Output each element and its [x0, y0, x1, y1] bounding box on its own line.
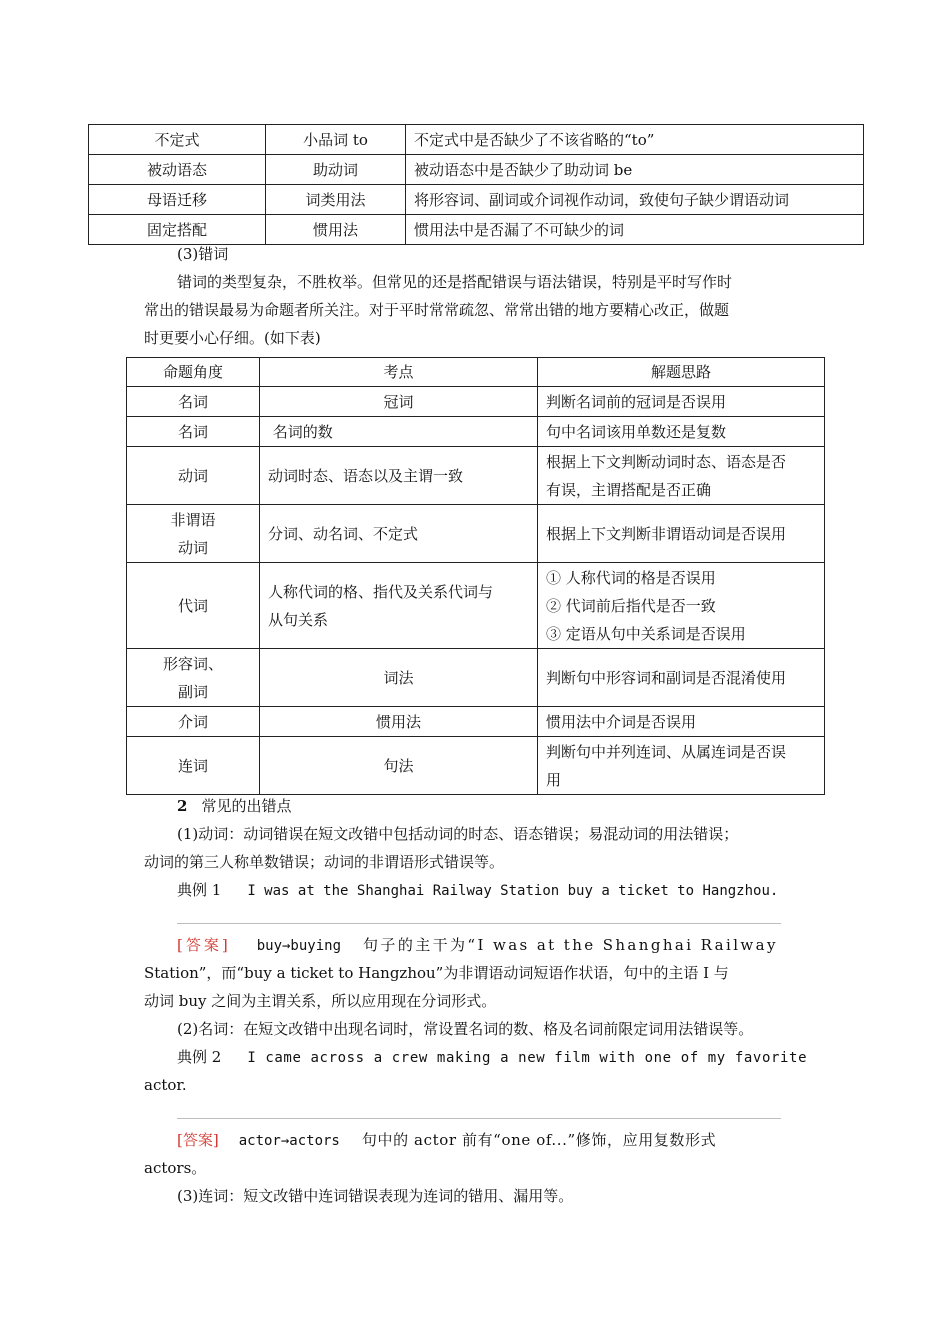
table-row	[127, 505, 825, 563]
table-cell: 惯用法	[260, 707, 538, 737]
example-text-line: actor.	[144, 1076, 187, 1094]
table-row	[89, 155, 864, 185]
table-cell: 动词时态、语态以及主谓一致	[260, 447, 538, 505]
cell-line: 判断句中并列连词、从属连词是否误	[546, 742, 787, 761]
answer-tag: [答案]	[177, 936, 231, 954]
table-cell: 代词	[127, 563, 260, 649]
cell-line: 从句关系	[268, 610, 329, 629]
table-row	[127, 447, 825, 505]
table-row	[127, 737, 825, 795]
section-number: 2	[177, 797, 188, 815]
cell-line: ① 人称代词的格是否误用	[546, 568, 716, 587]
table-row	[89, 185, 864, 215]
table-cell: 词法	[260, 649, 538, 707]
paragraph-line: 时更要小心仔细。(如下表)	[144, 329, 321, 347]
answer-line: Station”，而“buy a ticket to Hangzhou”为非谓语动词短语作状语，句中的主语 I 与	[144, 964, 729, 982]
table-cell: 名词	[127, 387, 260, 417]
column-header: 考点	[260, 358, 538, 387]
cell-line: ③ 定语从句中关系词是否误用	[546, 624, 746, 643]
paragraph-line: 错词的类型复杂，不胜枚举。但常见的还是搭配错误与语法错误，特别是平时写作时	[177, 273, 733, 291]
table-cell: 将形容词、副词或介词视作动词，致使句子缺少谓语动词	[406, 185, 864, 215]
example-label: 典例 1	[177, 881, 222, 899]
section-heading	[177, 796, 291, 816]
table-cell: 分词、动名词、不定式	[260, 505, 538, 563]
table-cell	[538, 563, 825, 649]
table-cell: 判断名词前的冠词是否误用	[538, 387, 825, 417]
answer-explanation: 句中的 actor 前有“one of...”修饰，应用复数形式	[361, 1131, 717, 1149]
cell-line: ② 代词前后指代是否一致	[546, 596, 716, 615]
table-cell: 助动词	[266, 155, 406, 185]
table-cell: 名词	[127, 417, 260, 447]
table-wrong-words	[126, 357, 825, 795]
table-cell: 被动语态中是否缺少了助动词 be	[406, 155, 864, 185]
answer-tag: [答案]	[177, 1131, 219, 1149]
cell-line: 形容词、	[162, 654, 223, 673]
table-cell: 动词	[127, 447, 260, 505]
table-cell: 惯用法中是否漏了不可缺少的词	[406, 215, 864, 245]
table-header-row	[127, 358, 825, 387]
table-cell: 句中名词该用单数还是复数	[538, 417, 825, 447]
paragraph-line: 常出的错误最易为命题者所关注。对于平时常常疏忽、常常出错的地方要精心改正，做题	[144, 301, 730, 319]
table-row	[89, 125, 864, 155]
table-cell: 介词	[127, 707, 260, 737]
table-cell: 判断句中形容词和副词是否混淆使用	[538, 649, 825, 707]
example-text: I came across a crew making a new film with one of my favorite	[247, 1050, 808, 1066]
table-cell: 词类用法	[266, 185, 406, 215]
table-cell	[260, 563, 538, 649]
table-row	[127, 417, 825, 447]
answer-line: 动词 buy 之间为主谓关系，所以应用现在分词形式。	[144, 992, 497, 1010]
table-cell	[127, 505, 260, 563]
table-cell	[127, 649, 260, 707]
table-cell: 句法	[260, 737, 538, 795]
table-row	[89, 215, 864, 245]
cell-line: 有误，主谓搭配是否正确	[546, 480, 712, 499]
cell-line: 非谓语	[170, 510, 216, 529]
table-cell: 名词的数	[260, 417, 538, 447]
table-cell: 惯用法	[266, 215, 406, 245]
example-1	[177, 880, 778, 901]
cell-line: 根据上下文判断动词时态、语态是否	[546, 452, 787, 471]
table-cell: 母语迁移	[89, 185, 266, 215]
column-header: 解题思路	[538, 358, 825, 387]
answer-divider	[177, 1118, 781, 1119]
paragraph-line: (3)连词：短文改错中连词错误表现为连词的错用、漏用等。	[177, 1187, 574, 1205]
table-cell: 惯用法中介词是否误用	[538, 707, 825, 737]
table-cell: 固定搭配	[89, 215, 266, 245]
answer-1	[177, 935, 778, 956]
table-cell: 根据上下文判断非谓语动词是否误用	[538, 505, 825, 563]
answer-divider	[177, 923, 781, 924]
cell-line: 副词	[177, 682, 208, 701]
table-cell: 不定式中是否缺少了不该省略的“to”	[406, 125, 864, 155]
table-row	[127, 563, 825, 649]
table-row	[127, 707, 825, 737]
answer-correction: buy→buying	[256, 938, 342, 954]
paragraph-line: 动词的第三人称单数错误；动词的非谓语形式错误等。	[144, 853, 505, 871]
cell-line: 用	[546, 770, 562, 789]
answer-2	[177, 1130, 716, 1151]
example-text: I was at the Shanghai Railway Station buy a ticket to Hangzhou.	[247, 883, 779, 899]
table-cell	[538, 447, 825, 505]
table-cell: 被动语态	[89, 155, 266, 185]
answer-line: actors。	[144, 1159, 207, 1177]
table-row	[127, 649, 825, 707]
paragraph-line: (1)动词：动词错误在短文改错中包括动词的时态、语态错误；易混动词的用法错误；	[177, 825, 739, 843]
table-incomplete-structure	[88, 124, 864, 245]
table-cell: 小品词 to	[266, 125, 406, 155]
example-2	[177, 1047, 807, 1068]
column-header: 命题角度	[127, 358, 260, 387]
cell-line: 动词	[177, 538, 208, 557]
section-title: 常见的出错点	[201, 797, 292, 815]
table-cell	[538, 737, 825, 795]
answer-correction: actor→actors	[238, 1133, 340, 1149]
section-title: (3)错词	[177, 245, 229, 263]
table-cell: 不定式	[89, 125, 266, 155]
answer-explanation: 句子的主干为“I was at the Shanghai Railway	[363, 936, 778, 954]
table-cell: 冠词	[260, 387, 538, 417]
paragraph-line: (2)名词：在短文改错中出现名词时，常设置名词的数、格及名词前限定词用法错误等。	[177, 1020, 754, 1038]
cell-line: 人称代词的格、指代及关系代词与	[268, 582, 494, 601]
table-cell: 连词	[127, 737, 260, 795]
table-row	[127, 387, 825, 417]
example-label: 典例 2	[177, 1048, 222, 1066]
